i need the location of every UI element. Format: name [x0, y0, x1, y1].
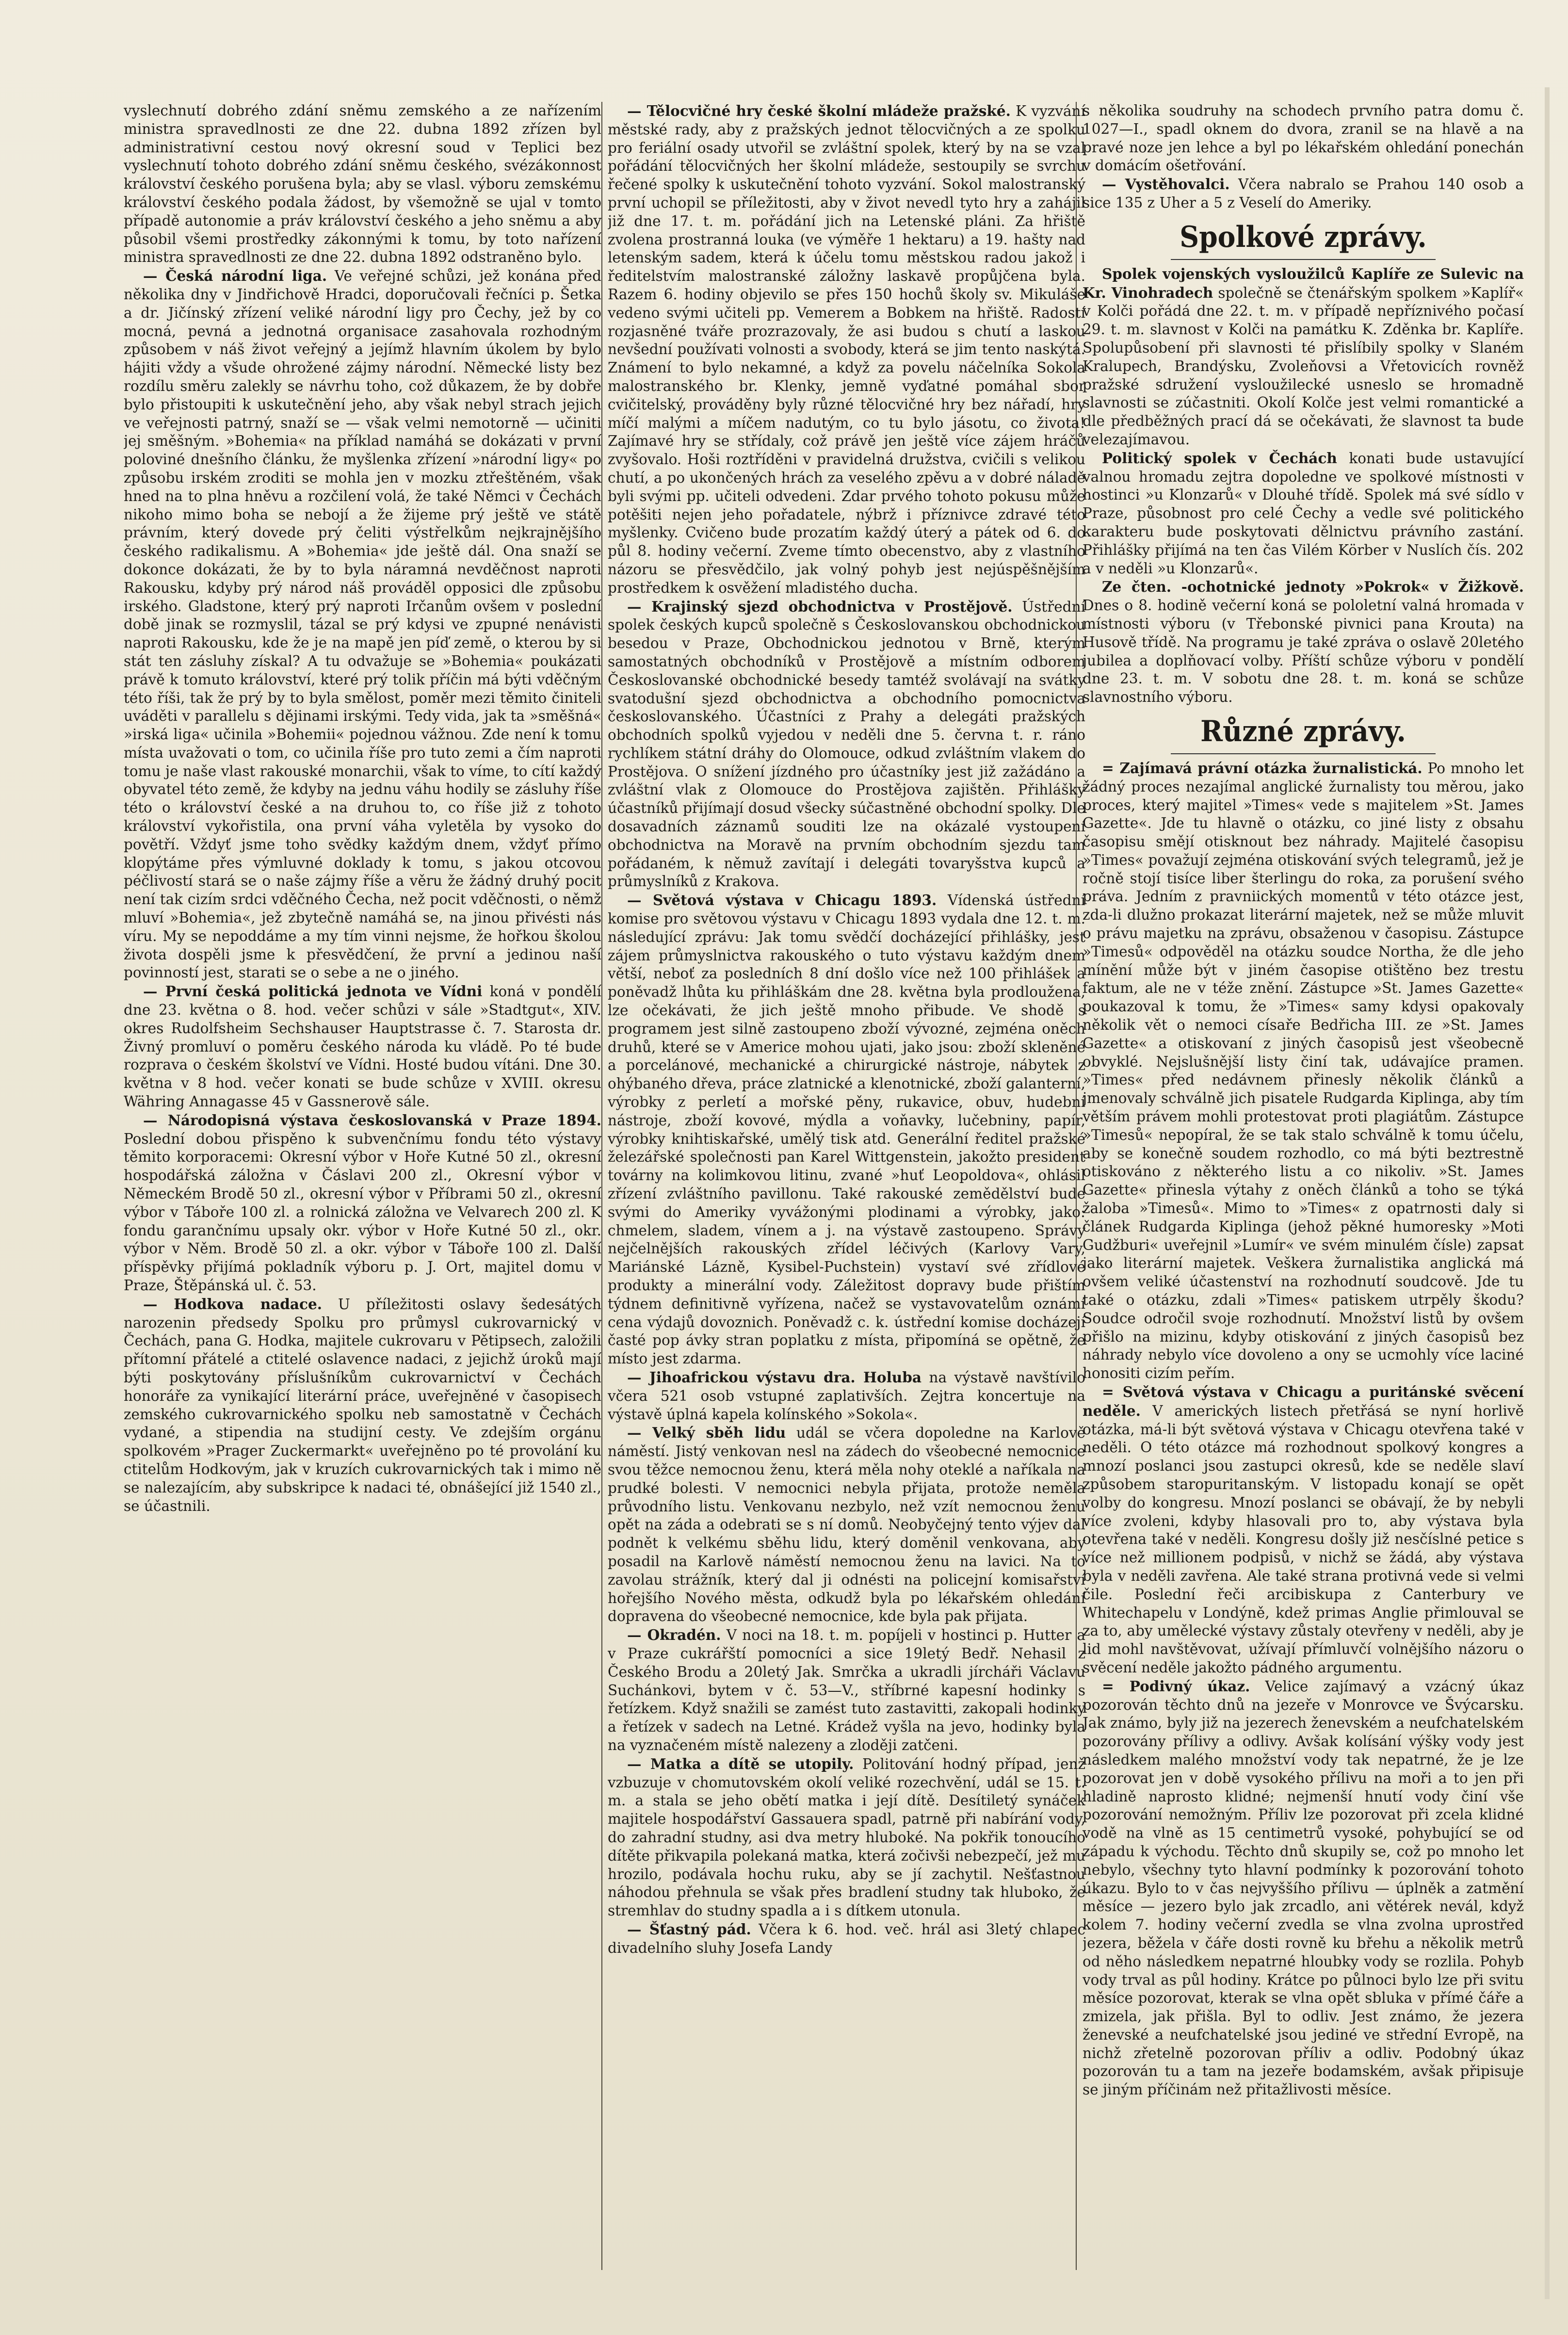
page-edge-shadow — [1545, 87, 1550, 2299]
article-headline: — Hodkova nadace. — [143, 1295, 323, 1313]
article-headline: — První česká politická jednota ve Vídni — [143, 983, 483, 1000]
article-headline: — Česká národní liga. — [143, 267, 327, 285]
article-headline: — Okradén. — [627, 1626, 721, 1644]
article-headline: = Zajímavá právní otázka žurnalistická. — [1102, 759, 1423, 777]
article-headline: Spolek vojenských vysloužilců Kaplíře ze Sulevic na Kr. Vinohradech — [1083, 265, 1524, 301]
article-body: V noci na 18. t. m. popíjeli v hostinci p. Hutter a v Praze cukrářští pomocníci a sice 19letý Bedř. Nehasil z Českého Brodu a 20letý Jak. Smrčka a ukradli jírcháři Václavu Suchánkovi, bytem v č. 53—V., stříbrné kapesní hodinky s řetízkem. Když snažili se zamést tuto zastavitti, zakopali hodinky a řetízek v sadech na Letné. Krádež vyšla na jevo, hodinky byla na vyznačeném místě nalezeny a zloději zatčeni. — [608, 1627, 1085, 1753]
article-body: Poslední dobou přispěno k subvenčnímu fondu této výstavy těmito korporacemi: Okresní výbor v Hoře Kutné 50 zl., okresní hospodářská záložna v Čáslavi 200 zl., Okresní výbor v Německém Brodě 50 zl., okresní výbor v Příbrami 50 zl., okresní výbor v Táboře 100 zl. a rolnická záložna ve Velvarech 200 zl. K fondu garančnímu upsaly okr. výbor v Hoře Kutné 50 zl., okr. výbor v Něm. Brodě 50 zl. a okr. výbor v Táboře 100 zl. Další příspěvky přijímá pokladník výboru p. J. Ort, majitel domu v Praze, Štěpánská ul. č. 53. — [124, 1130, 601, 1294]
section-divider — [1171, 259, 1436, 260]
article-pravni-otazka — [1083, 759, 1524, 1383]
article-body: V amerických listech přetřásá se nyní horlivě otázka, má-li být světová výstava v Chicagu otevřena také v neděli. O této otázce má rozhodnout spolkový kongres a mnozí poslanci jsou zastupci okresů, kde se neděle slaví způsobem staropuritanským. V listopadu konají se opět volby do kongresu. Mnozí poslanci se obávají, že by nebyli více zvoleni, kdyby hlasovali pro to, aby výstava byla otevřena také v neděli. Kongresu došly již nesčíslné petice s více než millionem podpisů, v nichž se žádá, aby výstava byla v neděli zavřena. Ale také strana protivná vede si velmi čile. Poslední řeči arcibiskupa z Canterbury ve Whitechapelu v Londýně, kdež primas Anglie přimlouval se za to, aby umělecké výstavy zůstaly otevřeny v neděli, aby je lid mohl navštěvovat, užívají přímluvčí volnějšího názoru o svěcení neděle jakožto pádného argumentu. — [1083, 1402, 1524, 1676]
article-headline: — Matka a dítě se utopily. — [627, 1755, 854, 1772]
article-headline: — Šťastný pád. — [627, 1920, 751, 1938]
article-paragraph: vyslechnutí dobrého zdání sněmu zemského a ze nařízením ministra spravedlnosti ze dne 22. dubna 1892 zřízen byl administrativní cestou nový okresní soud v Teplici bez vyslechnutí tohoto dobrého zdání sněmu českého, svézákonnost království českého porušena byla; aby se vlasl. výboru zemskému království českého podala žádost, by všemožně se ujal v tomto případě autonomie a práv království českého a jeho sněmu a aby působil všemi prostředky zákonnými k tomu, by toto nařízení ministra spravedlnosti ze dne 22. dubna 1892 odstraněno bylo. — [124, 102, 601, 266]
column-middle — [608, 102, 1085, 2285]
article-headline: = Světová výstava v Chicagu a puritánské svěcení neděle. — [1083, 1383, 1524, 1419]
article-body: Včera nabralo se Prahou 140 osob a sice 135 z Uher a 5 z Veselí do Ameriky. — [1083, 176, 1524, 211]
article-pokrok-zizkov — [1083, 578, 1524, 707]
column-right — [1083, 102, 1524, 2285]
article-body: koná v pondělí dne 23. května o 8. hod. večer schůzi v sále »Stadtgut«, XIV. okres Rudolfsheim Sechshauser Hauptstrasse č. 7. Starosta dr. Živný promluví o poměru českého národa ku vládě. Po té bude rozprava o českém školství ve Vídni. Hosté budou vítáni. Dne 30. května v 8 hod. večer konati se bude schůze v XVIII. okresu Währing Annagasse 45 v Gassnerově sále. — [124, 983, 601, 1110]
article-holub — [608, 1368, 1085, 1424]
section-divider — [1171, 753, 1436, 754]
article-body: udál se včera dopoledne na Karlově náměstí. Jistý venkovan nesl na zádech do všeobecné nemocnice svou těžce nemocnou ženu, která měla nohy oteklé a naříkala na prudké bolesti. V nemocnici nebyla přijata, protože neměla průvodního listu. Venkovanu nezbylo, než vzít nemocnou ženu opět na záda a odebrati se s ní domů. Neobyčejný tento výjev dal podnět k velkému sběhu lidu, který doměnil venkovana, aby posadil na Karlově náměstí nemocnou ženu na lavici. Na to zavolau strážník, který dal ji odnésti na policejní komisařství hořejšího Nového města, odkudž byla po lékařském ohledání dopravena do všeobecné nemocnice, kde byla pak přijata. — [608, 1425, 1085, 1625]
article-body: K vyzvání městské rady, aby z pražských jednot tělocvičných a ze spolku pro feriální osady utvořil se zvláštní spolek, který by na se vzal pořádání tělocvičných her školní mládeže, sestoupily se svrchu řečené spolky k uskutečnění tohoto vyzvání. Sokol malostranský první uchopil se příležitosti, aby v život nevedl tyto hry a zahájil již dne 17. t. m. pořádání jich na Letenské pláni. Za hřiště zvolena prostranná louka (ve výměře 1 hektaru) a 19. hašty nad letenským sadem, která k účelu tomu městskou radou jakož i ředitelstvím malostranské záložny laskavě propůjčena byla. Razem 6. hodiny objevilo se přes 150 hochů školy sv. Mikuláše vedeno svými učiteli pp. Vemerem a Bobkem na hřiště. Radostí rozjasněné tváře prozrazovaly, že asi budou s chutí a laskou nevšední používati volnosti a svobody, která se jim tento naskýtá. Známení to bylo nekamné, a když za povelu náčelníka Sokola malostranského br. Klenky, jemně vyďatné pomáhal sbor cvičitelský, prováděny byly různé tělocvičné hry bez nářadí, hry míčí malými a míčem nadutým, co tu bylo jásotu, co života! Zajímavé hry se střídaly, což právě jen ještě více zájem hráčů zvyšovalo. Hoši roztříděni v pravidelná družstva, cvičili s velikou chutí, a po ukončených hrách za veselého zpěvu a v dobré náladě byli svými pp. učiteli odvedeni. Zdar prvého tohoto pokusu může potěšiti nejen jeho pořadatele, nýbrž i příznivce zdravé této myšlenky. Cvičeno bude prozatím každý úterý a pátek od 6. do půl 8. hodiny večerní. Zveme tímto obecenstvo, aby z vlastního názoru se přesvědčilo, jak volný pohyb jest nejúspěšnějším prostředkem k osvěžení mladistého ducha. — [608, 103, 1085, 596]
article-liga — [124, 267, 601, 982]
article-headline: — Vystěhovalci. — [1102, 176, 1230, 193]
article-vystava-chicago — [608, 891, 1085, 1368]
article-headline: — Velký sběh lidu — [627, 1424, 786, 1442]
article-continued: s několika soudruhy na schodech prvního patra domu č. 1027—I., spadl oknem do dvora, zranil se na hlavě a na pravé noze jen lehce a byl po lékařském ohledání ponechán v domácím ošetřování. — [1083, 102, 1524, 174]
article-stastny-pad — [608, 1920, 1085, 1958]
article-body: Politování hodný případ, jenž vzbuzuje v chomutovském okolí veliké rozechvění, udál se 15. t. m. a stala se jeho obětí matka i její dítě. Desítiletý synáček majitele hospodářství Gassauera spadl, patrně při nabírání vody, do zahradní studny, asi dva metry hluboké. Na pokřik tonoucího dítěte přikvapila polekaná matka, která zočivši nebezpečí, jež mu hrozilo, podávala hochu ruku, aby se jí zachytil. Nešťastnou náhodou přehnula se však přes bradlení studny tak hluboko, že stremhlav do studny spadla a i s dítkem utonula. — [608, 1755, 1085, 1919]
article-okraden — [608, 1626, 1085, 1755]
article-sbeh-lidu — [608, 1424, 1085, 1626]
article-matka-a-dite — [608, 1755, 1085, 1920]
article-headline: Politický spolek v Čechách — [1102, 449, 1337, 467]
article-body: společně se čtenářským spolkem »Kaplíř« v Kolči pořádá dne 22. t. m. v případě nepříznivého počasí 29. t. m. slavnost v Kolči na památku K. Zděnka br. Kaplíře. Spolupůsobení při slavnosti té přislíbily spolky v Slaném Kralupech, Brandýsku, Zvoleňovsi a Vřetovicích rovněž pražské sdružení vysloužilecké usneslo se hromadně slavnosti se zúčastniti. Okolí Kolče jest velmi romantické a dle předběžných prací dá se očekávati, že slavnost ta bude velezajímavou. — [1083, 284, 1524, 448]
article-headline: — Krajinský sjezd obchodnictva v Prostějově. — [627, 598, 1013, 615]
article-headline: — Tělocvičné hry české školní mládeže pražské. — [627, 102, 1011, 119]
column-divider-1 — [601, 102, 602, 2270]
article-vystehovalci — [1083, 175, 1524, 212]
section-heading-ruzne-zpravy: Různé zprávy. — [1200, 714, 1406, 748]
column-left — [124, 102, 601, 2285]
article-headline: Ze čten. -ochotnické jednoty »Pokrok« v Žižkově. — [1102, 578, 1524, 596]
article-headline: — Světová výstava v Chicagu 1893. — [627, 892, 937, 909]
article-body: Ve veřejné schůzi, jež konána před několika dny v Jindřichově Hradci, doporučovali řečníci p. Šetka a dr. Jičínský zřízení veliké národní ligy pro Čechy, jež by co mocná, pevná a jednotná organisace zasahovala rozhodným způsobem v náš život veřejný a jejímž hlavním úkolem by bylo hájiti vždy a všude ohrožené zájmy národní. Německé listy bez rozdílu směru zalekly se návrhu toho, což důkazem, že by dobře bylo přistoupiti k uskutečnění jeho, aby však nebyl strach jejich ve veřejnosti patrný, snaží se — však velmi nemotorně — učiniti jej směšným. »Bohemia« na příklad namáhá se dokázati v první poloviné dnešního článku, že myšlenka zřízení »národní ligy« po způsobu irském zroditi se mohla jen v mozku ztřeštěném, však hned na to plna hněvu a rozčilení volá, že také Němci v Čechách nikoho mimo boha se nebojí a že žijeme prý ještě ve státě právním, který dovede prý čeliti výstřelkům nejkrajnějšího českého radikalismu. A »Bohemia« jde ještě dál. Ona snaží se dokonce dokázati, že by to byla náramná nevděčnost naproti Rakousku, kdyby prý národ náš prováděl opposici dle způsobu irského. Gladstone, který prý naproti Irčanům ovšem v poslední době jinak se rozmyslil, tázal se prý kdysi ve zpupné nenávisti naproti Rakousku, kde že je na mapě jen píď země, o kterou by si stát ten zásluhy získal? A tu odvažuje se »Bohemia« poukázati právě k tomuto království, které prý tolik příčin má býti vděčným této říši, tak že prý by to byla smělost, poměr mezi těmito činiteli uváděti v parallelu s dějinami irskými. Tedy vida, jak ta »směšná« »irská liga« učinila »Bohemii« pojednou vážnou. Zde není k tomu místa uvažovati o tom, co učinila říše pro tuto zemi a čím naproti tomu je naše vlast rakouské monarchii, však to víme, to cítí každý obyvatel této země, že kdyby na jednu váhu hodily se zásluhy říše této o království české a na druhou to, co říše již z tohoto království vykořistila, ona první váha vyletěla by vysoko do povětří. Vždyť jsme toho svědky každým dnem, vždyť přímo klopýtáme přes výmluvné doklady k tomu, s jakou otcovou péčlivostí stará se o naše zájmy říše a věru že žádný druhý pocit není tak cizím srdci vděčného Čecha, než pocit vděčnosti, o němž mluví »Bohemia«, jež zbytečně namáhá se, na jinou přivésti nás víru. My se nepoddáme a my tím vinni nejsme, že hořkou školou života dospěli jsme k přesvědčení, že první a jedinou naší povinností jest, starati se o sebe a ne o jiného. — [124, 268, 601, 981]
article-jednota-vienna — [124, 982, 601, 1111]
article-podivny-ukaz — [1083, 1677, 1524, 2099]
article-hodkova-nadace — [124, 1295, 601, 1516]
article-sjezd-obchodnictva — [608, 598, 1085, 892]
article-headline: — Jihoafrickou výstavu dra. Holuba — [627, 1368, 921, 1386]
article-body: Ústřední spolek českých kupců společně s Českoslovanskou obchodnickou besedou v Praze, Obchodnickou jednotou v Brně, kterým samostatných obchodníků v Prostějově a místním odborem Českoslovanské obchodnické besedy tamtéž svolávají na svátky svatodušní sjezd obchodnictva a obchodního pomocnictva českoslovanského. Účastníci z Prahy a delegáti pražských obchodních spolků vyjedou v neděli dne 5. června t. r. ráno rychlíkem státní dráhy do Olomouce, odkud zvláštním vlakem do Prostějova. O snížení jízdného pro účastníky jest již zažádáno a zvláštní vlak z Olomouce do Prostějova zajištěn. Přihlášky účastníků přijímají dosud všecky súčastněné obchodní spolky. Dle dosavadních záznamů souditi lze na okázalé vystoupení obchodnictva na Moravě na prvním obchodním sjezdu tam pořádaném, k němuž zavítají i delegáti tovaryšstva kupců a průmyslníků z Krakova. — [608, 598, 1085, 890]
article-telocvicne-hry — [608, 102, 1085, 598]
article-svetova-vystava-nedele — [1083, 1383, 1524, 1677]
article-body: Včera k 6. hod. več. hrál asi 3letý chlapec divadelního sluhy Josefa Landy — [608, 1921, 1085, 1956]
article-body: na výstavě navštívilo včera 521 osob vstupné zaplativších. Zejtra koncertuje na výstavě úplná kapela kolínského »Sokola«. — [608, 1369, 1085, 1423]
article-body: Velice zajímavý a vzácný úkaz pozorován těchto dnů na jezeře v Monrovce ve Švýcarsku. Jak známo, byly již na jezerech ženevském a neufchatelském pozorovány přílivy a odlivy. Avšak kolísání výšky vody jest následkem malého množství vody tak nepatrné, že je lze pozorovat jen v době vysokého přílivu na moři a to jen při hladině naprosto klidné; nejmenší hnutí vody činí vše pozorování nemožným. Příliv lze pozorovat při zcela klidné vodě na vlně as 15 centimetrů vysoké, pohybující se od západu k východu. Těchto dnů skupily se, což po mnoho let nebylo, všechny tyto hlavní podmínky k pozorování tohoto úkazu. Bylo to v čas nejvyššího přílivu — úplněk a zatmění měsíce — jezero bylo jak zrcadlo, ani větérek nevál, když kolem 7. hodiny večerní zvedla se vlna zvolna uprostřed jezera, běžela v čáře dosti rovně ku břehu a několik metrů od něho následkem nepatrné hloubky vody se rozlila. Pohyb vody trval as půl hodiny. Krátce po půlnoci bylo lze při svitu měsíce pozorovat, kterak se vlna opět sbluka v přímé čáře a zmizela, jak přišla. Byl to odliv. Jest známo, že jezera ženevské a neufchatelské jsou jediné ve střední Evropě, na nichž zřetelně pozorovan příliv a odliv. Podobný úkaz pozorován tu a tam na jezeře bodamském, avšak připisuje se jiným příčinám než přitažlivosti měsíce. — [1083, 1678, 1524, 2098]
article-body: U příležitosti oslavy šedesátých narozenin předsedy Spolku pro průmysl cukrovarnický v Čechách, pana G. Hodka, majitele cukrovaru v Pětipsech, založili přítomní přátelé a ctitelé oslavence nadaci, z jejichž úroků mají býti poskytovány příslušníkům cukrovarnictví v Čechách honoráře za vynikající literární práce, uveřejněné v časopisech zemského cukrovarnického spolku neb samostatně v Čechách vydané, a stipendia na studijní cesty. Ve zdejším orgánu spolkovém »Prager Zuckermarkt« uveřejněno po té provolání ku ctitelům Hodkovým, jak v kruzích cukrovarnických tak i mimo ně se nalezajícím, aby subskripce k nadaci té, obnášející již 1540 zl., se účastnili. — [124, 1296, 601, 1514]
article-headline: = Podivný úkaz. — [1102, 1677, 1250, 1695]
article-headline: — Národopisná výstava českoslovanská v Praze 1894. — [143, 1111, 601, 1129]
article-body: konati bude ustavující valnou hromadu zejtra dopoledne ve spolkové místnosti v hostinci »u Klonzarů« v Dlouhé třídě. Spolek má své sídlo v Praze, působnost pro celé Čechy a vedle své politického karakteru bude poskytovati dělnictvu právního zastání. Přihlášky přijímá na ten čas Vilém Körber v Nuslích čís. 202 a v neděli »u Klonzarů«. — [1083, 450, 1524, 577]
section-heading-spolkove-zpravy: Spolkové zprávy. — [1180, 220, 1427, 254]
article-body: Vídenská ústřední komise pro světovou výstavu v Chicagu 1893 vydala dne 12. t. m. následující zprávu: Jak tomu svědčí docházející přihlášky, jest zájem průmyslnictva rakouského o tuto výstavu každým dnem větší, neboť za posledních 8 dní došlo více než 100 přihlášek a poněvadž lhůta ku přihláškám dne 28. května byla prodloužena, lze očekávati, že jich ještě mnoho přibude. Ve shodě s programem jest silně zastoupeno zboží vývozné, zejména oněch druhů, které se v Americe mohou ujati, jako jsou: zboží skleněné a porcelánové, mechanické a chirurgické nástroje, nábytek z ohýbaného dřeva, práce zlatnické a klenotnické, zboží galanterní, výrobky z perletí a mořské pěny, rukavice, obuv, hudební nástroje, zboží kovové, mýdla a voňavky, lučebniny, papír, výrobky knihtiskařské, umělý tisk atd. Generální ředitel pražské železářské společnosti pan Karel Wittgenstein, jakožto president továrny na kolimkovou litinu, zvané »huť Leopoldova«, ohlásil zřízení zvláštního pavillonu. Také rakouské zemědělství bude svými do Ameriky vyvážonými plodinami a výrobky, jako: chmelem, sladem, vínem a j. na výstavě zastoupeno. Správy nejčelnějších rakouských zřídel léčivých (Karlovy Vary, Mariánské Lázně, Kysibel-Puchstein) vystaví své zřídlové produkty a minerální vody. Záležitost dopravy bude přištím týdnem definitivně vyřízena, načež se vystavovatelům oznámí cena výdajů dovoznich. Poněvadž c. k. ústřední komise docházejí časté pop ávky stran poplatku z místa, připomíná se opětně, že místo jest zdarma. — [608, 892, 1085, 1367]
article-body: Po mnoho let žádný proces nezajímal anglické žurnalisty tou měrou, jako proces, který majitel »Times« vede s majitelem »St. James Gazette«. Jde tu hlavně o otázku, co jiné listy z obsahu časopisu smějí otisknout bez náhrady. Majitelé časopisu »Times« považují zejména otiskování svých telegramů, jež je ročně stojí tisíce liber šterlingu do roka, za porušení svého práva. Jedním z pravniických momentů v této otázce jest, zda-li dlužno prokazat literární majetek, než se může mluvit o právu majetku na zprávu, obsaženou v časopisu. Zástupce »Timesů« odpověděl na otázku soudce Northa, že dle jeho mínění může být v jiném časopise otištěno bez trestu faktum, ale ne v téže znění. Zástupce »St. James Gazette« poukazoval k tomu, že »Times« samy kdysi opakovaly několik vět o nemoci císaře Bedřicha III. ze »St. James Gazette« a otiskovaní z jiných časopisů jest všeobecně obvyklé. Nejslušnější listy činí tak, udávajíce pramen. »Times« před nedávnem přinesly několik článků a jmenovaly schválně jich pisatele Rudgarda Kiplinga, aby tím větším právem mohli protestovat proti plagiátům. Zástupce »Timesů« nepopíral, že se tak stalo schválně k tomu účelu, aby se konečně soudem rozhodlo, co má býti beztrestně otiskováno z některého listu a co nikoliv. »St. James Gazette« přinesla výtahy z oněch článků a toho se týká žaloba »Timesů«. Mimo to »Times« z opatrnosti daly si článek Rudgarda Kiplinga (jehož pěkné humoresky »Moti Gudžburi« uveřejnil »Lumír« ve svém minulém čísle) zapsat jako literární majetek. Veškera žurnalistika anglická má ovšem veliké účastenství na rozhodnutí soudcově. Jde tu také o otázku, zdali »Times« patiskem utrpěly škodu? Soudce odročil svoje rozhodnutí. Množství listů by ovšem přišlo na mizinu, kdyby otiskování z jiných časopisů bez náhrady nebylo více dovoleno a ony se ucmohly více laciné honositi cizím peřím. — [1083, 760, 1524, 1382]
article-vystava-1894 — [124, 1111, 601, 1295]
article-politicky-spolek — [1083, 449, 1524, 578]
article-body: Dnes o 8. hodině večerní koná se pololetní valná hromada v místnosti výboru (v Třebonské pivnici pana Krouta) na Husově třídě. Na programu je také zpráva o oslavě 20letého jubilea a doplňovací volby. Příští schůze výboru v pondělí dne 23. t. m. V sobotu dne 28. t. m. koná se schůze slavnostního výboru. — [1083, 597, 1524, 706]
article-spolek-kaplire — [1083, 265, 1524, 449]
